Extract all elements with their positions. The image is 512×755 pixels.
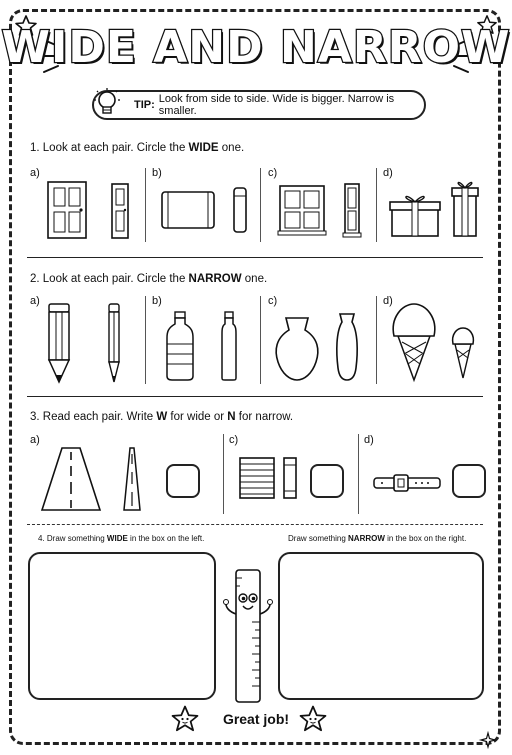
question-1: 1. Look at each pair. Circle the WIDE one. (30, 142, 245, 154)
answer-box[interactable] (166, 464, 200, 498)
narrow-vase-icon (334, 312, 360, 382)
narrow-door-icon (110, 182, 130, 240)
wide-bottle-icon (164, 310, 196, 382)
star-face-icon (298, 704, 328, 734)
narrow-road-icon (122, 446, 142, 512)
wide-road-icon (40, 446, 102, 512)
footer-message: Great job! (222, 711, 290, 727)
item-label: c) (229, 434, 239, 446)
question-4-left: 4. Draw something WIDE in the box on the left. (38, 534, 205, 543)
wide-book-stack-icon (238, 456, 276, 500)
item-label: a) (30, 295, 40, 307)
lightbulb-icon (94, 88, 120, 122)
wide-door-icon (46, 180, 88, 240)
question-3: 3. Read each pair. Write W for wide or N for narrow. (30, 411, 294, 423)
answer-box[interactable] (310, 464, 344, 498)
item-label: a) (30, 434, 40, 446)
ruler-mascot-icon (222, 566, 274, 706)
narrow-gift-icon (450, 178, 480, 238)
tip-text: Look from side to side. Wide is bigger. Narrow is smaller. (158, 93, 395, 117)
item-label: c) (268, 167, 278, 179)
wide-window-icon (278, 184, 326, 236)
item-label: b) (152, 167, 162, 179)
wide-vase-icon (272, 316, 322, 382)
narrow-pencil-icon (107, 302, 121, 384)
question-4-right: Draw something NARROW in the box on the right. (288, 534, 467, 543)
wide-pencil-icon (46, 302, 72, 384)
question-2: 2. Look at each pair. Circle the NARROW one. (30, 273, 268, 285)
page-title: WIDE AND NARROW (1, 22, 511, 73)
sparkle-icon (480, 732, 496, 748)
tip-label: TIP: (134, 99, 155, 111)
item-label: d) (364, 434, 374, 446)
wide-eraser-icon (160, 188, 216, 232)
narrow-bottle-icon (220, 310, 238, 382)
answer-box[interactable] (452, 464, 486, 498)
item-label: d) (383, 295, 393, 307)
wide-gift-icon (388, 192, 442, 238)
item-label: d) (383, 167, 393, 179)
item-label: c) (268, 295, 278, 307)
tip-box (92, 90, 426, 120)
narrow-book-icon (282, 456, 298, 500)
narrow-drawing-box[interactable] (278, 552, 484, 700)
narrow-window-icon (343, 182, 361, 238)
wide-ice-cream-icon (390, 302, 438, 382)
narrow-eraser-icon (232, 186, 248, 234)
item-label: b) (152, 295, 162, 307)
item-label: a) (30, 167, 40, 179)
belt-icon (372, 474, 442, 492)
narrow-ice-cream-icon (451, 326, 475, 380)
wide-drawing-box[interactable] (28, 552, 216, 700)
